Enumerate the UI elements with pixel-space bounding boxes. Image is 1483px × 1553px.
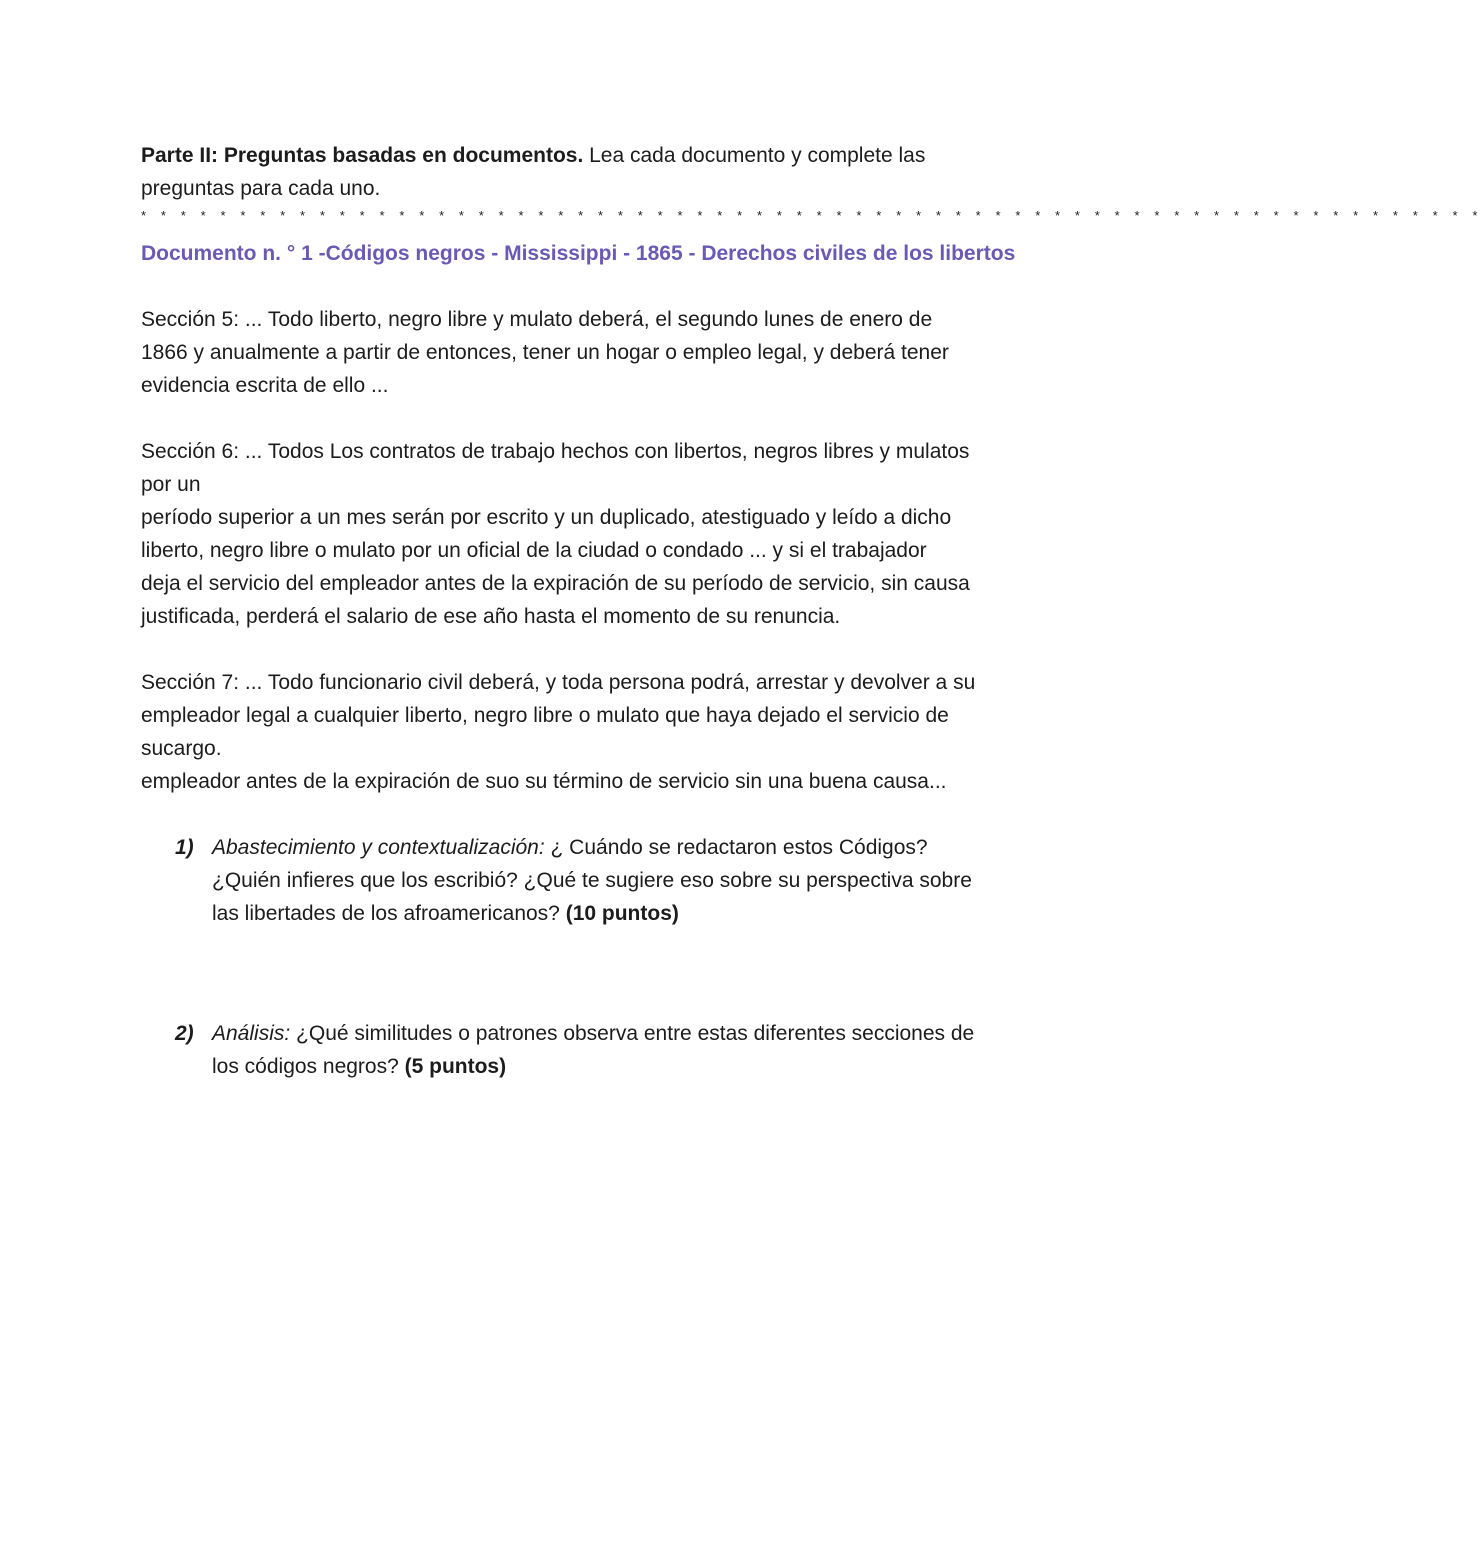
- section-line: Sección 6: ... Todos Los contratos de trabajo hechos con libertos, negros libres y mulatos: [141, 440, 970, 463]
- instruction-text-2: preguntas para cada uno.: [141, 177, 381, 200]
- section-line: sucargo.: [141, 737, 222, 760]
- section-line: por un: [141, 473, 201, 496]
- document-page: [141, 139, 1483, 1083]
- section-line: empleador legal a cualquier liberto, negro libre o mulato que haya dejado el servicio de: [141, 704, 949, 727]
- question-text: ¿Quién infieres que los escribió? ¿Qué te sugiere eso sobre su perspectiva sobre: [212, 869, 972, 892]
- section-line: evidencia escrita de ello ...: [141, 374, 389, 397]
- section-line: 1866 y anualmente a partir de entonces, tener un hogar o empleo legal, y deberá tener: [141, 341, 949, 364]
- section-6: [141, 435, 1071, 633]
- section-line: período superior a un mes serán por escrito y un duplicado, atestiguado y leído a dicho: [141, 506, 952, 529]
- part-label: Parte II: Preguntas basadas en documentos.: [141, 144, 584, 167]
- question-number: 2): [175, 1022, 194, 1045]
- section-line: deja el servicio del empleador antes de la expiración de su período de servicio, sin causa: [141, 572, 970, 595]
- document-title: Documento n. ° 1 -Códigos negros - Mississippi - 1865 - Derechos civiles de los libertos: [141, 242, 1016, 265]
- section-line: justificada, perderá el salario de ese año hasta el momento de su renuncia.: [141, 605, 841, 628]
- section-line: empleador antes de la expiración de suo su término de servicio sin una buena causa...: [141, 770, 947, 793]
- question-number: 1): [175, 836, 194, 859]
- question-label: Abastecimiento y contextualización:: [212, 836, 545, 859]
- question-list: [141, 831, 1071, 1083]
- question-points: (5 puntos): [404, 1055, 507, 1078]
- section-5: [141, 303, 1071, 402]
- question-text: ¿ Cuándo se redactaron estos Códigos?: [544, 836, 928, 859]
- question-label: Análisis:: [212, 1022, 291, 1045]
- section-line: Sección 7: ... Todo funcionario civil deberá, y toda persona podrá, arrestar y devolver a su: [141, 671, 976, 694]
- section-line: liberto, negro libre o mulato por un oficial de la ciudad o condado ... y si el trabajador: [141, 539, 927, 562]
- section-7: [141, 666, 1071, 798]
- star-divider: * * * * * * * * * * * * * * * * * * * * * * * * * * * * * * * * * * * * * * * * * * * * * * * * * * * * * * * * * * * * * * * * * * * *: [141, 208, 1483, 223]
- question-text: las libertades de los afroamericanos?: [212, 902, 566, 925]
- question-text: los códigos negros?: [212, 1055, 405, 1078]
- question-2: [141, 1017, 1071, 1083]
- part-heading: [141, 139, 1071, 205]
- section-line: Sección 5: ... Todo liberto, negro libre y mulato deberá, el segundo lunes de enero de: [141, 308, 933, 331]
- question-text: ¿Qué similitudes o patrones observa entre estas diferentes secciones de: [290, 1022, 975, 1045]
- instruction-text-1: Lea cada documento y complete las: [583, 144, 926, 167]
- question-points: (10 puntos): [565, 902, 679, 925]
- question-1: [141, 831, 1071, 930]
